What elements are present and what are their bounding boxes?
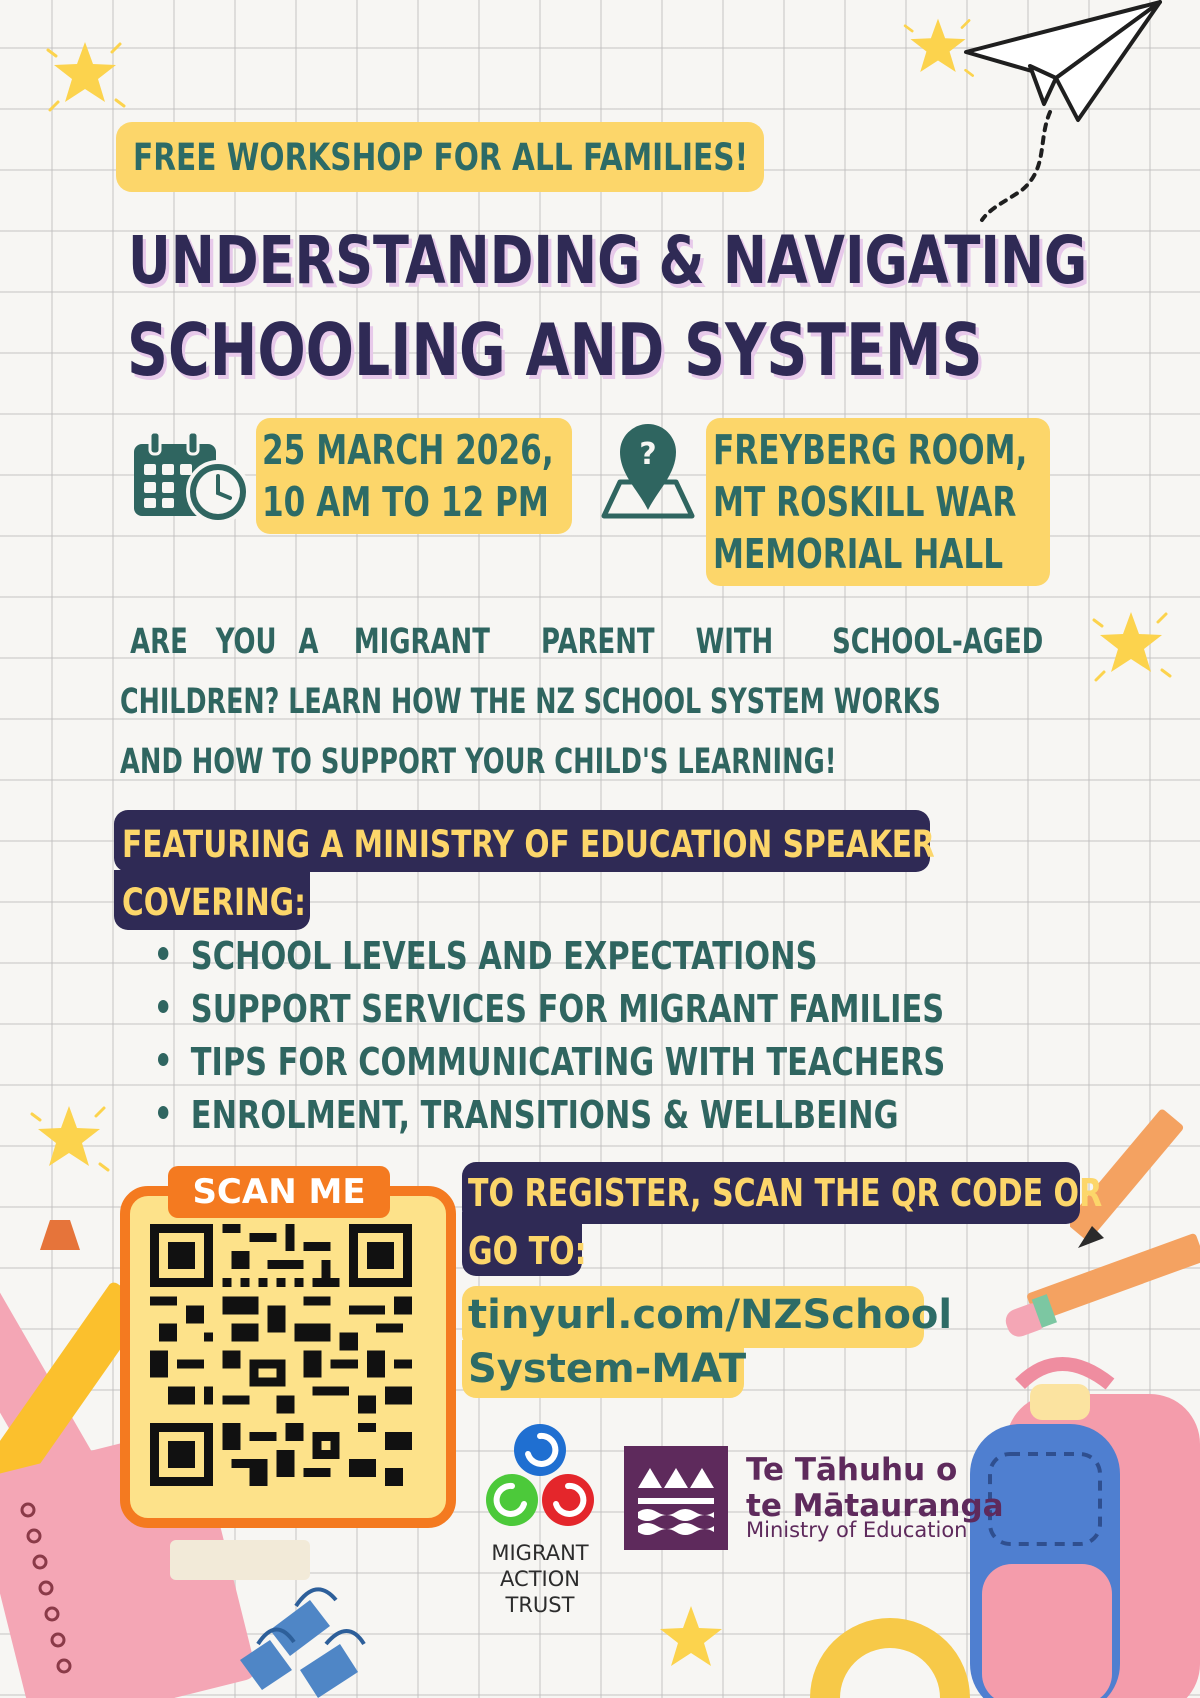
star-icon [646,1594,736,1684]
intro-word: ARE [130,622,188,662]
ruler-decoration [790,1580,990,1698]
qr-code[interactable] [150,1224,412,1486]
location-line-1: FREYBERG ROOM, [713,426,1028,474]
free-workshop-text: FREE WORKSHOP FOR ALL FAMILIES! [133,136,749,179]
featuring-text [122,816,935,932]
migrant-action-trust-logo [482,1420,598,1532]
star-icon [24,1094,114,1184]
date-line-1: 25 MARCH 2026, [262,426,554,474]
migrant-action-trust-name: MIGRANT ACTION TRUST [491,1541,589,1617]
featuring-line-2: COVERING: [122,881,306,924]
intro-word: MIGRANT [353,622,490,662]
title-line-2: SCHOOLING AND SYSTEMS [127,308,983,392]
time-line: 10 AM TO 12 PM [262,478,549,526]
intro-word: SCHOOL-AGED [831,622,1043,662]
ministry-maori-name: Te Tāhuhu o te Mātauranga [746,1452,1004,1524]
list-item: SCHOOL LEVELS AND EXPECTATIONS [158,934,818,978]
event-date [262,424,554,528]
star-icon [40,30,130,120]
url-line-1: tinyurl.com/NZSchool [468,1292,953,1338]
star-icon [1086,600,1176,690]
calendar-clock-icon [132,430,248,522]
ministry-of-education-logo [624,1446,728,1550]
title-line-1: UNDERSTANDING & NAVIGATING [128,222,1088,299]
intro-line-2: CHILDREN? LEARN HOW THE NZ SCHOOL SYSTEM WORKS [120,682,941,722]
intro-word: YOU [216,622,278,662]
ministry-english-name: Ministry of Education [746,1518,968,1542]
list-item: SUPPORT SERVICES FOR MIGRANT FAMILIES [158,987,944,1031]
event-location [713,424,1027,580]
intro-line-1 [120,612,1080,672]
url-line-2: System-MAT [468,1346,747,1392]
intro-line-3: AND HOW TO SUPPORT YOUR CHILD'S LEARNING! [120,742,837,782]
list-item: ENROLMENT, TRANSITIONS & WELLBEING [158,1093,899,1137]
map-pin-icon [598,420,698,520]
location-line-2: MT ROSKILL WAR [713,478,1017,526]
intro-word: PARENT [541,622,655,662]
paper-plane-icon [960,0,1170,240]
intro-word: A [298,622,319,662]
register-text [468,1164,1102,1280]
registration-link[interactable] [468,1288,952,1396]
intro-paragraph [120,612,1080,792]
list-item: TIPS FOR COMMUNICATING WITH TEACHERS [158,1040,945,1084]
register-line-1: TO REGISTER, SCAN THE QR CODE OR [468,1171,1103,1215]
scan-me-label: SCAN ME [168,1166,390,1218]
location-line-3: MEMORIAL HALL [713,530,1004,578]
intro-word: WITH [695,622,774,662]
svg-text:?: ? [639,437,657,472]
register-line-2: GO TO: [468,1229,587,1273]
featuring-line-1: FEATURING A MINISTRY OF EDUCATION SPEAKER [122,823,935,866]
